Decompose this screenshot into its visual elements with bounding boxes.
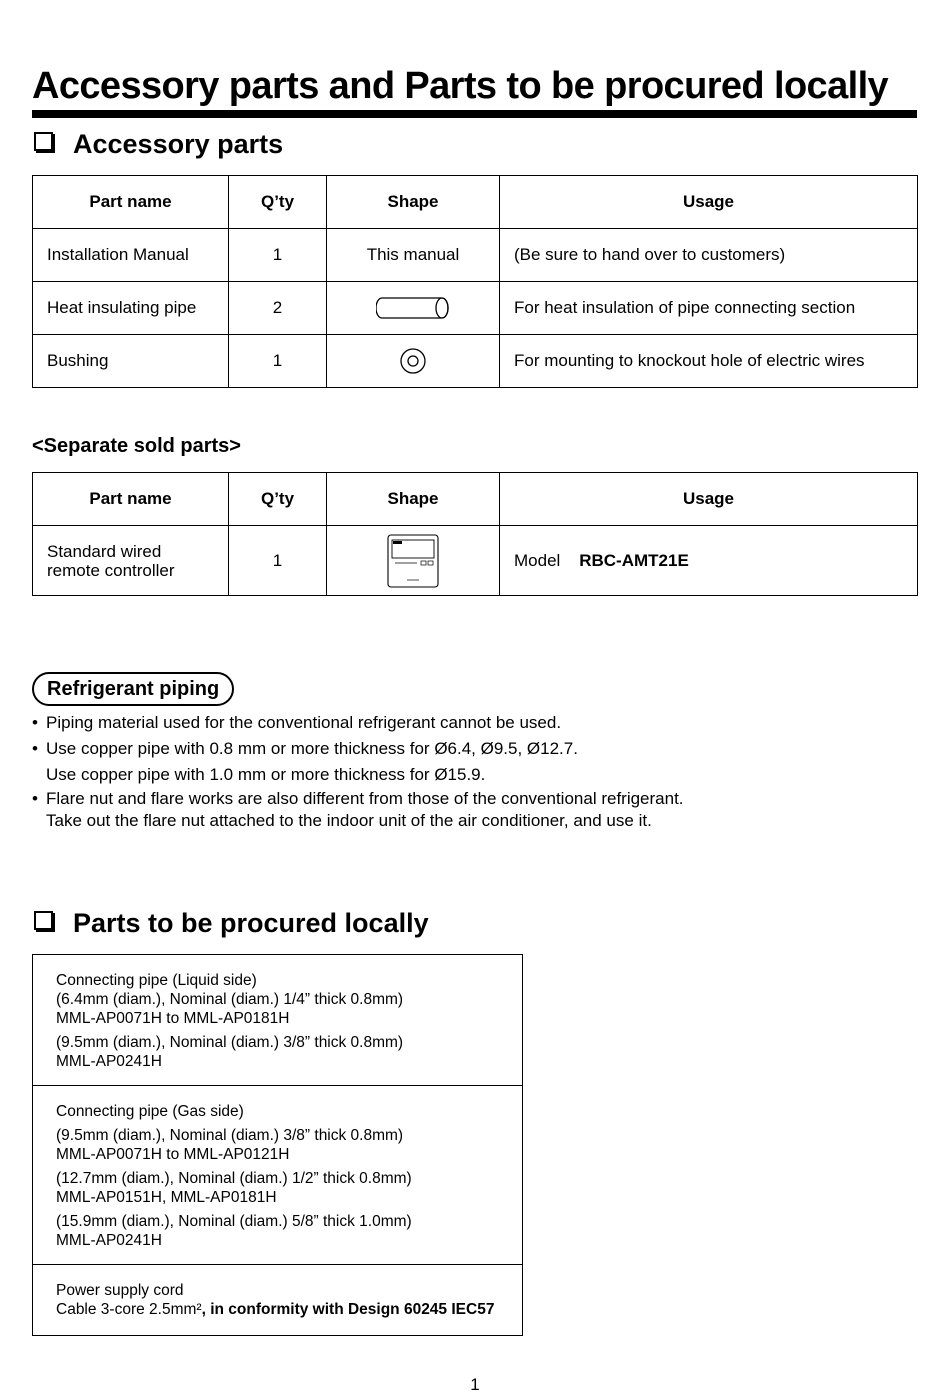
table-header-row [33, 473, 918, 526]
cell-part-name [33, 526, 229, 596]
cell-usage: For mounting to knockout hole of electric wires [500, 335, 918, 388]
model-range: MML-AP0071H to MML-AP0121H [56, 1146, 290, 1163]
list-item-continuation: Use copper pipe with 1.0 mm or more thickness for Ø15.9. [46, 765, 486, 784]
cell-usage: For heat insulation of pipe connecting section [500, 282, 918, 335]
section-title: Connecting pipe (Liquid side) [56, 972, 257, 989]
model-range: MML-AP0071H to MML-AP0181H [56, 1010, 290, 1027]
refrigerant-piping-badge: Refrigerant piping [32, 672, 234, 706]
section-title: Connecting pipe (Gas side) [56, 1103, 244, 1120]
cell-part-name: Heat insulating pipe [33, 282, 229, 335]
table-row [33, 282, 918, 335]
checkbox-square-icon [34, 132, 53, 151]
title-rule [32, 110, 917, 118]
cell-qty: 2 [229, 282, 327, 335]
table-row [33, 526, 918, 596]
accessory-parts-heading-text: Accessory parts [73, 129, 284, 159]
parts-procured-locally-heading-text: Parts to be procured locally [73, 908, 429, 938]
col-header-usage: Usage [500, 473, 918, 526]
pipe-spec: (15.9mm (diam.), Nominal (diam.) 5/8” thick 1.0mm) [56, 1213, 412, 1230]
accessory-parts-table [32, 175, 918, 388]
pipe-spec: (6.4mm (diam.), Nominal (diam.) 1/4” thick 0.8mm) [56, 991, 404, 1008]
separate-sold-parts-table [32, 472, 918, 596]
model-range: MML-AP0241H [56, 1053, 162, 1070]
pipe-spec: (12.7mm (diam.), Nominal (diam.) 1/2” thick 0.8mm) [56, 1170, 412, 1187]
page-title: Accessory parts and Parts to be procured locally [32, 65, 889, 107]
pipe-icon [376, 295, 450, 321]
remote-controller-icon [387, 534, 439, 588]
cell-qty: 1 [229, 335, 327, 388]
cell-part-name: Installation Manual [33, 229, 229, 282]
table-header-row [33, 176, 918, 229]
table-row [33, 335, 918, 388]
list-item-continuation: Take out the flare nut attached to the indoor unit of the air conditioner, and use it. [46, 811, 652, 830]
parts-procured-locally-heading [34, 906, 429, 940]
pipe-spec: (9.5mm (diam.), Nominal (diam.) 3/8” thick 0.8mm) [56, 1127, 404, 1144]
bushing-icon [399, 347, 427, 375]
list-item: • Piping material used for the conventional refrigerant cannot be used. [32, 710, 892, 735]
local-parts-box [32, 954, 523, 1336]
model-prefix: Model [514, 550, 561, 570]
model-range: MML-AP0151H, MML-AP0181H [56, 1189, 277, 1206]
model-range: MML-AP0241H [56, 1232, 162, 1249]
col-header-qty: Q’ty [229, 473, 327, 526]
part-name-line: Standard wired [47, 541, 162, 561]
power-cord-spec-bold: , in conformity with Design 60245 IEC57 [201, 1301, 495, 1318]
cell-part-name: Bushing [33, 335, 229, 388]
cell-shape [327, 282, 500, 335]
power-cord-spec-plain: Cable 3-core 2.5mm² [56, 1301, 202, 1318]
model-number: RBC-AMT21E [579, 550, 689, 570]
col-header-shape: Shape [327, 176, 500, 229]
power-cord-spec [56, 1300, 512, 1319]
section-title: Power supply cord [56, 1282, 184, 1299]
cell-shape-text: This manual [327, 229, 500, 282]
cell-shape [327, 526, 500, 596]
separate-sold-parts-heading: <Separate sold parts> [32, 435, 241, 457]
cell-usage [500, 526, 918, 596]
col-header-qty: Q’ty [229, 176, 327, 229]
col-header-part-name: Part name [33, 176, 229, 229]
pipe-spec: (9.5mm (diam.), Nominal (diam.) 3/8” thick 0.8mm) [56, 1034, 404, 1051]
list-item: • Flare nut and flare works are also different from those of the conventional refrigerant. [32, 788, 892, 810]
col-header-part-name: Part name [33, 473, 229, 526]
accessory-parts-heading [34, 127, 283, 161]
col-header-usage: Usage [500, 176, 918, 229]
cell-qty: 1 [229, 526, 327, 596]
refrigerant-piping-notes [32, 710, 892, 832]
checkbox-square-icon [34, 911, 53, 930]
liquid-side-pipe-section [33, 955, 522, 1085]
cell-shape [327, 335, 500, 388]
cell-qty: 1 [229, 229, 327, 282]
page-number: 1 [470, 1375, 480, 1394]
cell-usage: (Be sure to hand over to customers) [500, 229, 918, 282]
list-item: • Use copper pipe with 0.8 mm or more thickness for Ø6.4, Ø9.5, Ø12.7. [32, 736, 892, 761]
col-header-shape: Shape [327, 473, 500, 526]
power-supply-section [33, 1264, 522, 1335]
table-row [33, 229, 918, 282]
part-name-line: remote controller [47, 560, 175, 580]
gas-side-pipe-section [33, 1085, 522, 1264]
